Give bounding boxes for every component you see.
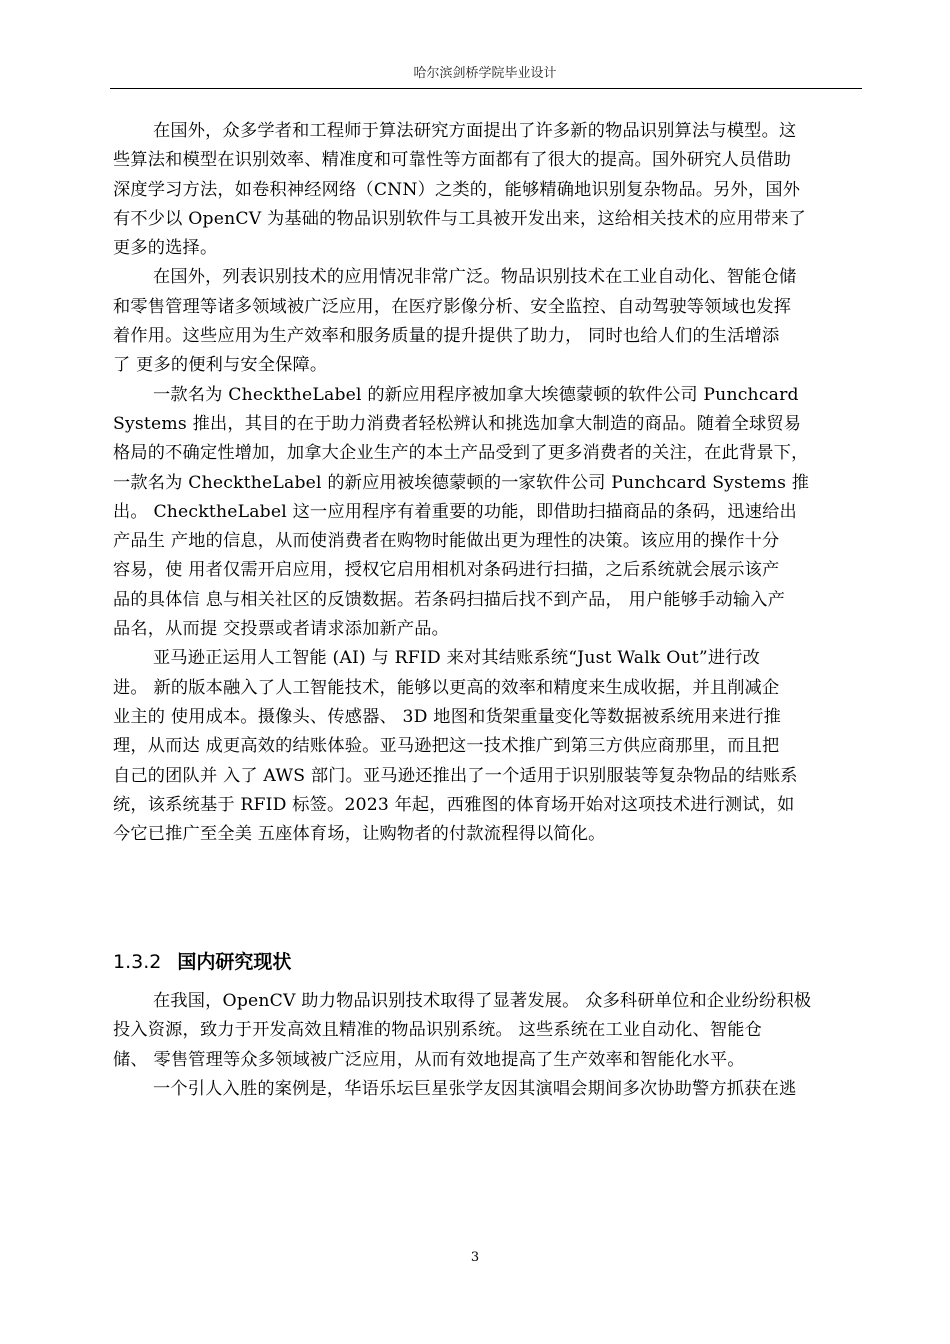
text-line: 统，该系统基于 RFID 标签。2023 年起，西雅图的体育场开始对这项技术进行测试，如: [113, 794, 795, 815]
text-line: 在我国，OpenCV 助力物品识别技术取得了显著发展。 众多科研单位和企业纷纷积极: [153, 991, 812, 1011]
text-line: 进。 新的版本融入了人工智能技术，能够以更高的效率和精度来生成收据，并且削减企: [113, 677, 780, 698]
paragraph-domestic-case: [113, 1075, 865, 1104]
text-line: 一款名为 ChecktheLabel 的新应用程序被加拿大埃德蒙顿的软件公司 Punchcard: [153, 384, 799, 405]
text-line: 业主的 使用成本。摄像头、传感器、 3D 地图和货架重量变化等数据被系统用来进行推: [113, 706, 782, 727]
text-line: 产品生 产地的信息，从而使消费者在购物时能做出更为理性的决策。该应用的操作十分: [113, 531, 780, 552]
body-text-block-domestic: [113, 987, 865, 1104]
text-line: 在国外，列表识别技术的应用情况非常广泛。物品识别技术在工业自动化、智能仓储: [153, 267, 797, 288]
paragraph-amazon-just-walk-out: [113, 644, 865, 849]
section-title: 国内研究现状: [177, 951, 292, 973]
text-line: 一个引人入胜的案例是，华语乐坛巨星张学友因其演唱会期间多次协助警方抓获在逃: [153, 1078, 797, 1099]
text-line: 在国外，众多学者和工程师于算法研究方面提出了许多新的物品识别算法与模型。这: [153, 121, 797, 141]
header-divider: [110, 88, 862, 89]
text-line: 些算法和模型在识别效率、精准度和可靠性等方面都有了很大的提高。国外研究人员借助: [113, 150, 792, 171]
text-line: 格局的不确定性增加，加拿大企业生产的本土产品受到了更多消费者的关注，在此背景下，: [113, 443, 809, 464]
text-line: 着作用。这些应用为生产效率和服务质量的提升提供了助力， 同时也给人们的生活增添: [113, 326, 780, 347]
text-line: 更多的选择。: [113, 238, 218, 259]
text-line: 今它已推广至全美 五座体育场，让购物者的付款流程得以简化。: [113, 824, 606, 845]
section-heading: [113, 947, 291, 977]
text-line: 自己的团队并 入了 AWS 部门。亚马逊还推出了一个适用于识别服装等复杂物品的结账系: [113, 765, 798, 786]
text-line: 一款名为 ChecktheLabel 的新应用被埃德蒙顿的一家软件公司 Punchcard Systems 推: [113, 472, 810, 493]
text-line: 有不少以 OpenCV 为基础的物品识别软件与工具被开发出来，这给相关技术的应用带来了: [113, 208, 806, 229]
text-line: 品的具体信 息与相关社区的反馈数据。若条码扫描后找不到产品， 用户能够手动输入产: [113, 589, 786, 610]
text-line: 出。 ChecktheLabel 这一应用程序有着重要的功能，即借助扫描商品的条码，迅速给出: [113, 501, 797, 522]
paragraph-domestic-opencv: [113, 987, 865, 1075]
text-line: 理，从而达 成更高效的结账体验。亚马逊把这一技术推广到第三方供应商那里，而且把: [113, 736, 780, 757]
body-text-block: [113, 117, 865, 849]
text-line: 和零售管理等诸多领域被广泛应用，在医疗影像分析、安全监控、自动驾驶等领域也发挥: [113, 296, 792, 317]
page-number: 3: [470, 1250, 480, 1265]
text-line: 深度学习方法，如卷积神经网络（CNN）之类的，能够精确地识别复杂物品。另外，国外: [113, 179, 801, 200]
paragraph-foreign-applications: [113, 263, 865, 380]
text-line: 容易，使 用者仅需开启应用，授权它启用相机对条码进行扫描，之后系统就会展示该产: [113, 560, 780, 581]
text-line: Systems 推出，其目的在于助力消费者轻松辨认和挑选加拿大制造的商品。随着全球贸易: [113, 413, 802, 434]
text-line: 储、 零售管理等众多领域被广泛应用，从而有效地提高了生产效率和智能化水平。: [113, 1049, 745, 1070]
text-line: 品名，从而提 交投票或者请求添加新产品。: [113, 619, 450, 640]
paragraph-foreign-algorithms: [113, 117, 865, 263]
section-number: 1.3.2: [113, 951, 162, 973]
text-line: 投入资源，致力于开发高效且精准的物品识别系统。 这些系统在工业自动化、智能仓: [113, 1020, 763, 1041]
text-line: 了 更多的便利与安全保障。: [113, 355, 328, 376]
paragraph-checkthelabel: [113, 381, 865, 645]
text-line: 亚马逊正运用人工智能 (AI) 与 RFID 来对其结账系统“Just Walk Out”进行改: [153, 648, 761, 669]
page-header-title: 哈尔滨剑桥学院毕业设计: [413, 66, 557, 81]
